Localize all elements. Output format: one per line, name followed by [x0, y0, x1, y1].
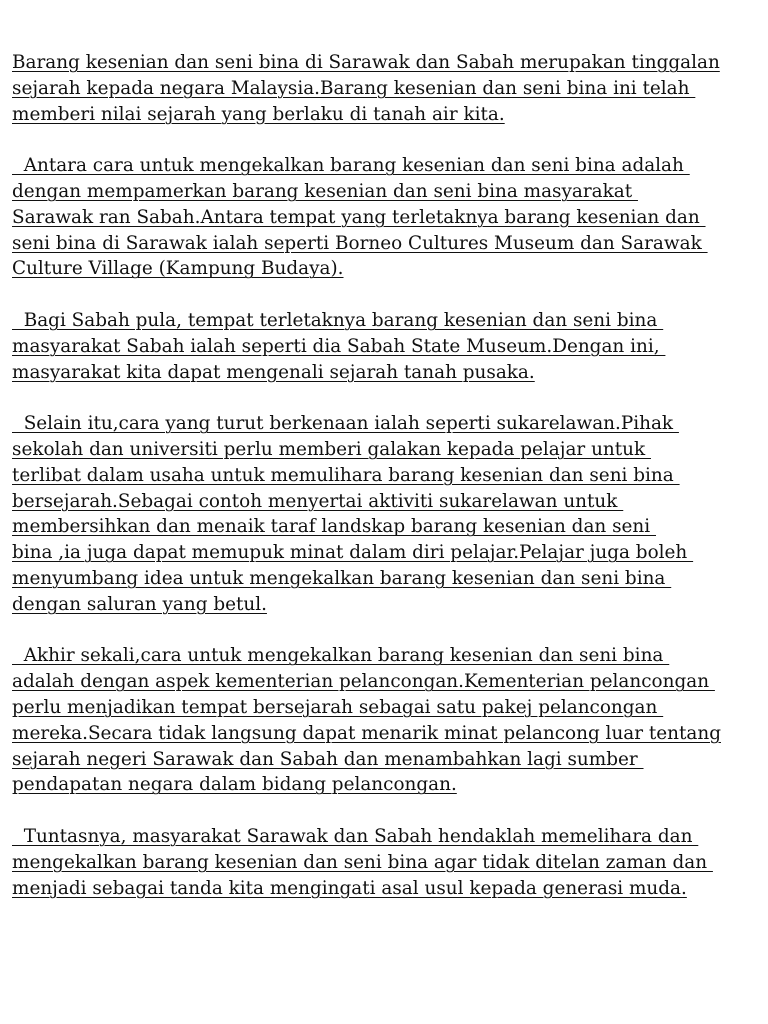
paragraph-gap	[12, 385, 758, 411]
paragraph-gap	[12, 798, 758, 824]
text-line: Antara cara untuk mengekalkan barang kesenian dan seni bina adalah	[12, 155, 690, 177]
text-line: sejarah kepada negara Malaysia.Barang kesenian dan seni bina ini telah	[12, 77, 696, 99]
paragraph-gap	[12, 127, 758, 153]
paragraph-gap	[12, 282, 758, 308]
text-line: adalah dengan aspek kementerian pelancongan.Kementerian pelancongan	[12, 671, 715, 693]
text-line: sejarah negeri Sarawak dan Sabah dan menambahkan lagi sumber	[12, 748, 644, 770]
text-line: masyarakat Sabah ialah seperti dia Sabah State Museum.Dengan ini,	[12, 335, 666, 357]
text-line: membersihkan dan menaik taraf landskap barang kesenian dan seni	[12, 516, 656, 538]
paragraph	[12, 50, 758, 127]
text-line: perlu menjadikan tempat bersejarah sebagai satu pakej pelancongan	[12, 696, 664, 718]
text-line: masyarakat kita dapat mengenali sejarah tanah pusaka.	[12, 361, 535, 383]
text-line: sekolah dan universiti perlu memberi galakan kepada pelajar untuk	[12, 438, 651, 460]
text-line: bina ,ia juga dapat memupuk minat dalam diri pelajar.Pelajar juga boleh	[12, 542, 694, 564]
text-line: menyumbang idea untuk mengekalkan barang kesenian dan seni bina	[12, 567, 672, 589]
text-line: Culture Village (Kampung Budaya).	[12, 258, 344, 280]
text-line: mengekalkan barang kesenian dan seni bina agar tidak ditelan zaman dan	[12, 851, 713, 873]
text-line: menjadi sebagai tanda kita mengingati asal usul kepada generasi muda.	[12, 877, 687, 899]
text-line: bersejarah.Sebagai contoh menyertai aktiviti sukarelawan untuk	[12, 490, 624, 512]
text-line: Tuntasnya, masyarakat Sarawak dan Sabah hendaklah memelihara dan	[12, 825, 699, 847]
text-line: seni bina di Sarawak ialah seperti Borneo Cultures Museum dan Sarawak	[12, 232, 708, 254]
essay-body	[12, 50, 758, 901]
paragraph	[12, 824, 758, 901]
paragraph-gap	[12, 618, 758, 644]
paragraph	[12, 153, 758, 282]
text-line: Selain itu,cara yang turut berkenaan ialah seperti sukarelawan.Pihak	[12, 413, 679, 435]
text-line: memberi nilai sejarah yang berlaku di tanah air kita.	[12, 103, 505, 125]
paragraph	[12, 643, 758, 798]
text-line: Akhir sekali,cara untuk mengekalkan barang kesenian dan seni bina	[12, 645, 670, 667]
text-line: Barang kesenian dan seni bina di Sarawak dan Sabah merupakan tinggalan	[12, 52, 720, 73]
paragraph	[12, 411, 758, 617]
text-line: pendapatan negara dalam bidang pelancongan.	[12, 774, 457, 796]
text-line: Sarawak ran Sabah.Antara tempat yang terletaknya barang kesenian dan	[12, 206, 706, 228]
text-line: Bagi Sabah pula, tempat terletaknya barang kesenian dan seni bina	[12, 309, 664, 331]
paragraph	[12, 308, 758, 385]
text-line: dengan mempamerkan barang kesenian dan seni bina masyarakat	[12, 180, 638, 202]
text-line: mereka.Secara tidak langsung dapat menarik minat pelancong luar tentang	[12, 722, 721, 744]
text-line: terlibat dalam usaha untuk memulihara barang kesenian dan seni bina	[12, 464, 680, 486]
text-line: dengan saluran yang betul.	[12, 593, 267, 615]
